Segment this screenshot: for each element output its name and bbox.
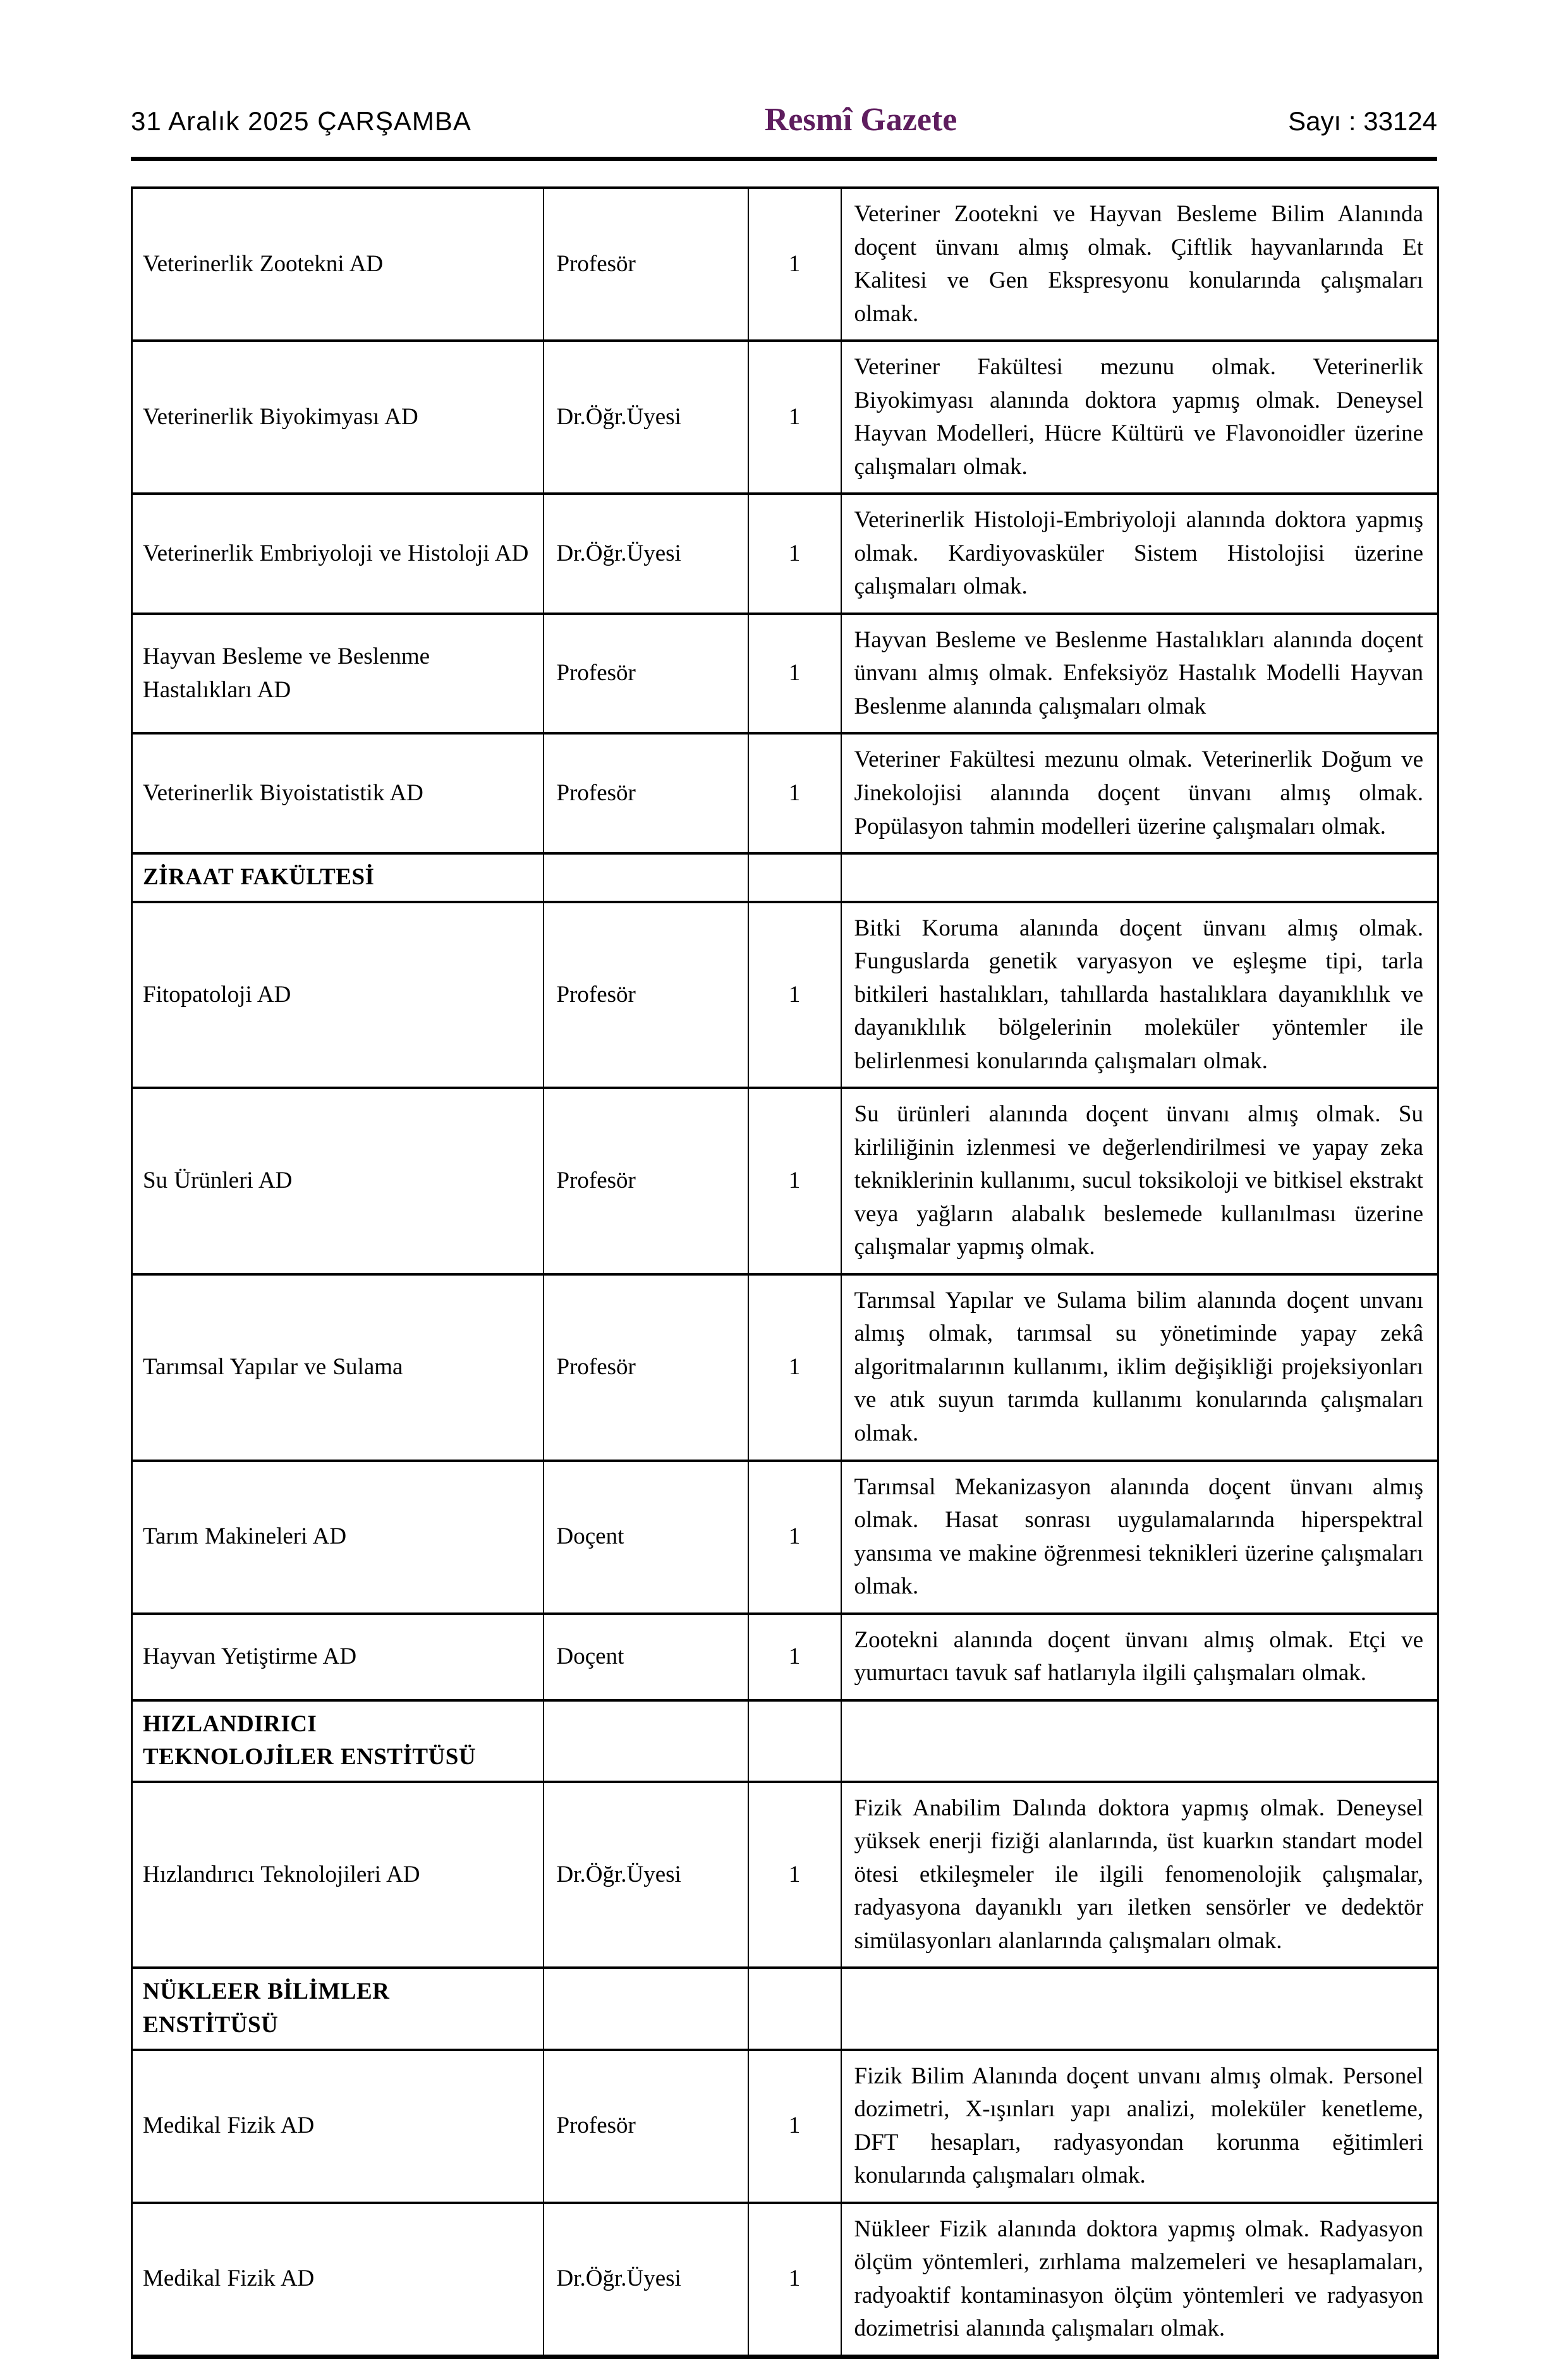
- requirement-cell: Veterinerlik Histoloji-Embriyoloji alanında doktora yapmış olmak. Kardiyovasküler Sistem Histolojisi üzerine çalışmaları olmak.: [841, 494, 1438, 614]
- department-cell: Fitopatoloji AD: [132, 902, 544, 1088]
- position-row: [132, 188, 1438, 341]
- count-cell: 1: [748, 2203, 841, 2357]
- requirement-cell: Fizik Bilim Alanında doçent unvanı almış olmak. Personel dozimetri, X-ışınları yapı analizi, moleküler kenetleme, DFT hesapları, radyasyondan korunma eğitimleri konularında çalışmaları olmak.: [841, 2050, 1438, 2203]
- faculty-section-row: [132, 853, 1438, 902]
- count-cell: 1: [748, 188, 841, 341]
- title-cell: Doçent: [544, 1461, 748, 1614]
- requirement-cell: Zootekni alanında doçent ünvanı almış olmak. Etçi ve yumurtacı tavuk saf hatlarıyla ilgili çalışmaları olmak.: [841, 1614, 1438, 1700]
- position-row: [132, 1782, 1438, 1968]
- requirement-cell: Tarımsal Yapılar ve Sulama bilim alanında doçent unvanı almış olmak, tarımsal su yönetiminde yapay zekâ algoritmalarının kullanımı, iklim değişikliği projeksiyonları ve atık suyun tarımda kullanımı konularında çalışmaları olmak.: [841, 1274, 1438, 1461]
- faculty-section-line: HIZLANDIRICI: [143, 1710, 317, 1737]
- title-cell: Dr.Öğr.Üyesi: [544, 341, 748, 494]
- title-cell: Profesör: [544, 733, 748, 853]
- title-cell: Profesör: [544, 1088, 748, 1274]
- department-cell: Veterinerlik Embriyoloji ve Histoloji AD: [132, 494, 544, 614]
- count-cell: 1: [748, 1088, 841, 1274]
- empty-cell: [841, 1700, 1438, 1782]
- department-cell: Medikal Fizik AD: [132, 2050, 544, 2203]
- title-cell: Profesör: [544, 1274, 748, 1461]
- title-cell: Dr.Öğr.Üyesi: [544, 494, 748, 614]
- title-cell: Doçent: [544, 1614, 748, 1700]
- gazette-masthead-title: Resmî Gazete: [764, 102, 957, 138]
- empty-cell: [841, 853, 1438, 902]
- count-cell: 1: [748, 2050, 841, 2203]
- count-cell: 1: [748, 1274, 841, 1461]
- department-cell: Veterinerlik Biyokimyası AD: [132, 341, 544, 494]
- position-row: [132, 1274, 1438, 1461]
- count-cell: 1: [748, 614, 841, 734]
- empty-cell: [748, 1700, 841, 1782]
- department-cell: Hayvan Besleme ve Beslenme Hastalıkları AD: [132, 614, 544, 734]
- faculty-section-line: ENSTİTÜSÜ: [143, 2011, 279, 2038]
- position-row: [132, 2050, 1438, 2203]
- title-cell: Dr.Öğr.Üyesi: [544, 2203, 748, 2357]
- faculty-section-row: [132, 1700, 1438, 1782]
- department-cell: Veterinerlik Biyoistatistik AD: [132, 733, 544, 853]
- position-row: [132, 2203, 1438, 2357]
- academic-positions-table: [131, 186, 1439, 2359]
- department-cell: Veterinerlik Zootekni AD: [132, 188, 544, 341]
- position-row: [132, 1088, 1438, 1274]
- requirement-cell: Nükleer Fizik alanında doktora yapmış olmak. Radyasyon ölçüm yöntemleri, zırhlama malzemeleri ve hesaplamaları, radyoaktif kontaminasyon ölçüm yöntemleri ve radyasyon dozimetrisi alanında çalışmaları olmak.: [841, 2203, 1438, 2357]
- count-cell: 1: [748, 494, 841, 614]
- requirement-cell: Veteriner Fakültesi mezunu olmak. Veterinerlik Biyokimyası alanında doktora yapmış olmak. Deneysel Hayvan Modelleri, Hücre Kültürü ve Flavonoidler üzerine çalışmaları olmak.: [841, 341, 1438, 494]
- position-row: [132, 733, 1438, 853]
- count-cell: 1: [748, 1461, 841, 1614]
- department-cell: Hayvan Yetiştirme AD: [132, 1614, 544, 1700]
- title-cell: Profesör: [544, 188, 748, 341]
- title-cell: Profesör: [544, 2050, 748, 2203]
- requirement-cell: Veteriner Fakültesi mezunu olmak. Veterinerlik Doğum ve Jinekolojisi alanında doçent ünvanı almış olmak. Popülasyon tahmin modelleri üzerine çalışmaları olmak.: [841, 733, 1438, 853]
- count-cell: 1: [748, 1782, 841, 1968]
- publication-date: 31 Aralık 2025 ÇARŞAMBA: [131, 106, 471, 136]
- empty-cell: [544, 853, 748, 902]
- faculty-section-line: ZİRAAT FAKÜLTESİ: [143, 864, 375, 891]
- position-row: [132, 1614, 1438, 1700]
- position-row: [132, 902, 1438, 1088]
- position-row: [132, 341, 1438, 494]
- requirement-cell: Tarımsal Mekanizasyon alanında doçent ünvanı almış olmak. Hasat sonrası uygulamalarında hiperspektral yansıma ve makine öğrenmesi teknikleri üzerine çalışmaları olmak.: [841, 1461, 1438, 1614]
- department-cell: Hızlandırıcı Teknolojileri AD: [132, 1782, 544, 1968]
- department-cell: Medikal Fizik AD: [132, 2203, 544, 2357]
- title-cell: Profesör: [544, 614, 748, 734]
- empty-cell: [841, 1968, 1438, 2049]
- issue-number: Sayı : 33124: [1288, 106, 1437, 136]
- faculty-section-line: TEKNOLOJİLER ENSTİTÜSÜ: [143, 1744, 477, 1771]
- empty-cell: [544, 1968, 748, 2049]
- faculty-section-line: NÜKLEER BİLİMLER: [143, 1978, 390, 2005]
- requirement-cell: Fizik Anabilim Dalında doktora yapmış olmak. Deneysel yüksek enerji fiziği alanlarında, üst kuarkın standart model ötesi etkileşmeler ile ilgili fenomenolojik çalışmalar, radyasyona dayanıklı yarı iletken sensörler ve dedektör simülasyonları alanlarında çalışmaları olmak.: [841, 1782, 1438, 1968]
- faculty-section-label: [132, 853, 544, 902]
- faculty-section-label: [132, 1968, 544, 2049]
- position-row: [132, 1461, 1438, 1614]
- department-cell: Tarımsal Yapılar ve Sulama: [132, 1274, 544, 1461]
- empty-cell: [544, 1700, 748, 1782]
- empty-cell: [748, 1968, 841, 2049]
- faculty-section-label: [132, 1700, 544, 1782]
- empty-cell: [748, 853, 841, 902]
- department-cell: Su Ürünleri AD: [132, 1088, 544, 1274]
- requirement-cell: Veteriner Zootekni ve Hayvan Besleme Bilim Alanında doçent ünvanı almış olmak. Çiftlik hayvanlarında Et Kalitesi ve Gen Ekspresyonu konularında çalışmaları olmak.: [841, 188, 1438, 341]
- requirement-cell: Hayvan Besleme ve Beslenme Hastalıkları alanında doçent ünvanı almış olmak. Enfeksiyöz Hastalık Modelli Hayvan Beslenme alanında çalışmaları olmak: [841, 614, 1438, 734]
- header-divider-rule: [131, 157, 1437, 161]
- department-cell: Tarım Makineleri AD: [132, 1461, 544, 1614]
- page-header: [131, 101, 1437, 138]
- count-cell: 1: [748, 1614, 841, 1700]
- requirement-cell: Su ürünleri alanında doçent ünvanı almış olmak. Su kirliliğinin izlenmesi ve değerlendirilmesi ve yapay zeka tekniklerinin kullanımı, sucul toksikoloji ve bitkisel ekstrakt veya yağların alabalık beslemede kullanılması üzerine çalışmalar yapmış olmak.: [841, 1088, 1438, 1274]
- position-row: [132, 614, 1438, 734]
- title-cell: Profesör: [544, 902, 748, 1088]
- count-cell: 1: [748, 902, 841, 1088]
- count-cell: 1: [748, 341, 841, 494]
- requirement-cell: Bitki Koruma alanında doçent ünvanı almış olmak. Funguslarda genetik varyasyon ve eşleşme tipi, tarla bitkileri hastalıkları, tahıllarda hastalıklara dayanıklılık ve dayanıklılık bölgelerinin moleküler yöntemler ile belirlenmesi konularında çalışmaları olmak.: [841, 902, 1438, 1088]
- title-cell: Dr.Öğr.Üyesi: [544, 1782, 748, 1968]
- position-row: [132, 494, 1438, 614]
- count-cell: 1: [748, 733, 841, 853]
- faculty-section-row: [132, 1968, 1438, 2049]
